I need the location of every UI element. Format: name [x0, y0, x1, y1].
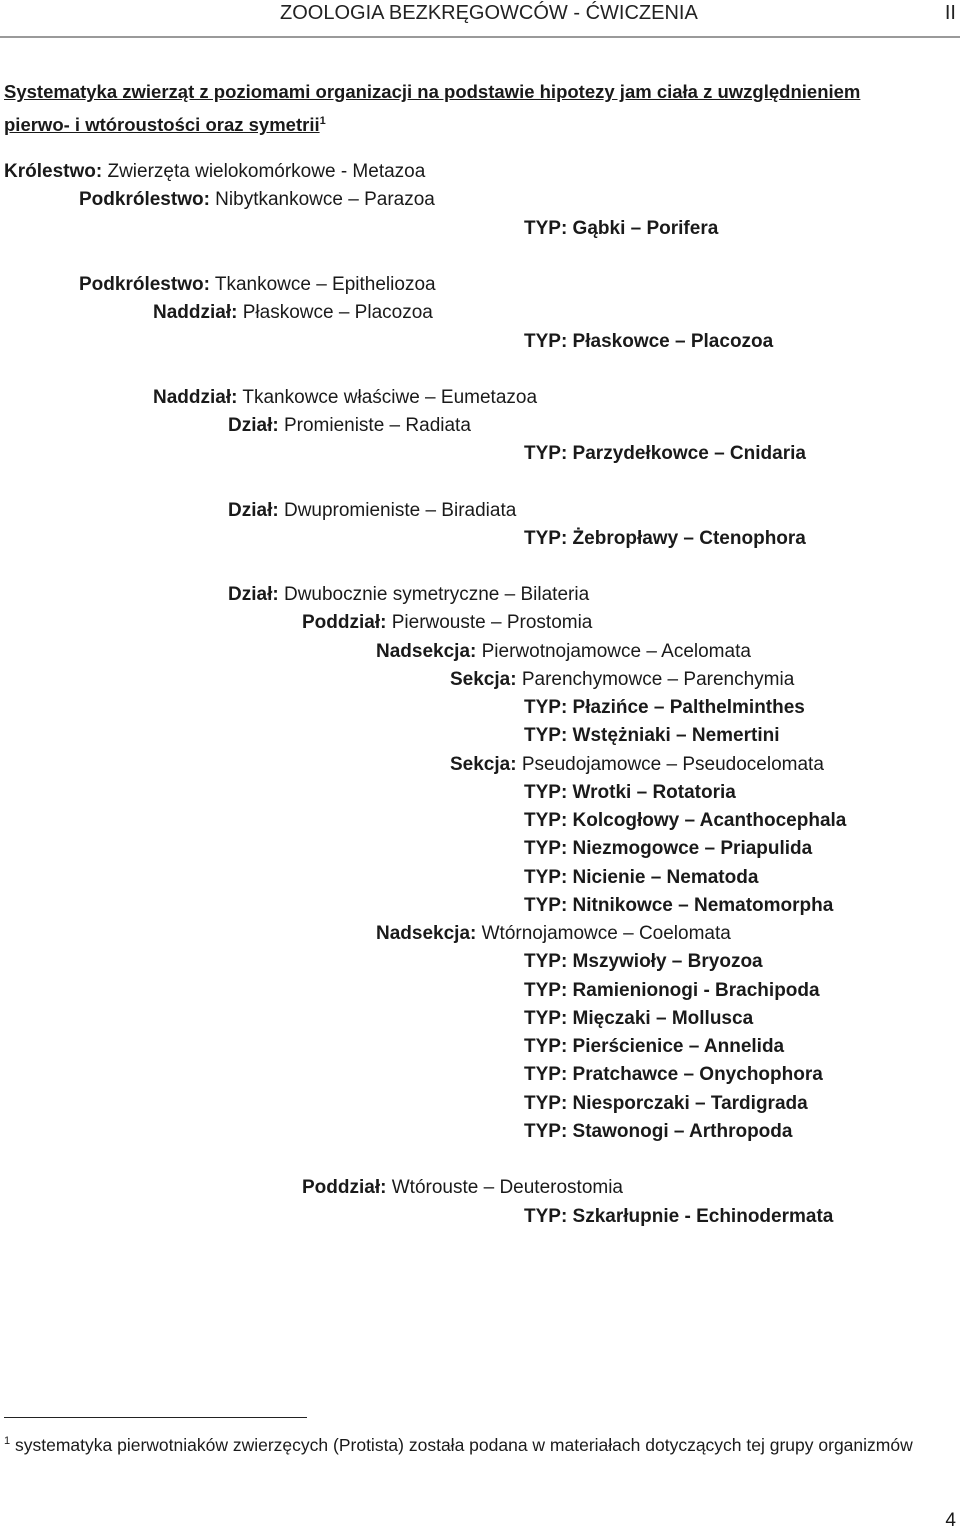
taxon-rank: Sekcja:: [450, 754, 517, 775]
taxon-rank: Naddział:: [153, 302, 238, 323]
phylum-row: TYP: Pierścienice – Annelida: [524, 1036, 785, 1057]
taxon-name: Płaskowce – Placozoa: [237, 302, 433, 323]
taxon-row: [450, 753, 824, 777]
taxon-row: [79, 188, 435, 212]
taxon-row: [302, 611, 592, 635]
phylum-row: TYP: Gąbki – Porifera: [524, 218, 719, 239]
taxon-rank: Poddział:: [302, 612, 387, 633]
taxon-name: Dwupromieniste – Biradiata: [278, 500, 517, 521]
taxon-rank: Królestwo:: [4, 161, 103, 182]
footnote-text: systematyka pierwotniaków zwierzęcych (Protista) została podana w materiałach dotyczących tej grupy organizmów: [10, 1435, 913, 1455]
phylum-row: TYP: Żebropławy – Ctenophora: [524, 528, 806, 549]
taxon-rank: Naddział:: [153, 387, 238, 408]
footnote: [4, 1430, 944, 1460]
phylum-row: TYP: Kolcogłowy – Acanthocephala: [524, 810, 847, 831]
header-title: ZOOLOGIA BEZKRĘGOWCÓW - ĆWICZENIA: [280, 2, 698, 24]
taxon-row: [228, 583, 589, 607]
phylum-row: TYP: Nitnikowce – Nematomorpha: [524, 895, 834, 916]
taxon-rank: Poddział:: [302, 1177, 387, 1198]
phylum-row: TYP: Wstężniaki – Nemertini: [524, 725, 780, 746]
phylum-row: TYP: Stawonogi – Arthropoda: [524, 1121, 793, 1142]
taxon-name: Parenchymowce – Parenchymia: [516, 669, 795, 690]
footnote-rule: [4, 1417, 307, 1418]
document-title: [4, 75, 956, 141]
taxon-rank: Podkrólestwo:: [79, 274, 210, 295]
taxon-name: Wtórnojamowce – Coelomata: [476, 923, 731, 944]
title-footnote-ref: 1: [319, 114, 326, 127]
taxon-row: [228, 414, 471, 438]
taxon-row: [376, 922, 731, 946]
phylum-row: TYP: Ramienionogi - Brachipoda: [524, 980, 820, 1001]
phylum-row: TYP: Pratchawce – Onychophora: [524, 1064, 823, 1085]
taxon-rank: Dział:: [228, 415, 279, 436]
taxon-rank: Dział:: [228, 500, 279, 521]
phylum-row: TYP: Szkarłupnie - Echinodermata: [524, 1206, 834, 1227]
taxon-name: Tkankowce właściwe – Eumetazoa: [237, 387, 538, 408]
taxon-rank: Nadsekcja:: [376, 641, 477, 662]
taxon-row: [153, 301, 433, 325]
taxon-rank: Nadsekcja:: [376, 923, 477, 944]
footnote-number: 1: [4, 1435, 11, 1448]
taxon-row: [153, 386, 537, 410]
taxon-name: Pierwouste – Prostomia: [386, 612, 593, 633]
taxon-row: [376, 640, 751, 664]
phylum-row: TYP: Mszywioły – Bryozoa: [524, 951, 763, 972]
taxon-rank: Sekcja:: [450, 669, 517, 690]
phylum-row: TYP: Płaskowce – Placozoa: [524, 331, 774, 352]
taxon-row: [4, 160, 425, 184]
header-section-number: II: [944, 2, 956, 24]
phylum-row: TYP: Nicienie – Nematoda: [524, 867, 759, 888]
taxon-name: Pseudojamowce – Pseudocelomata: [516, 754, 824, 775]
taxon-name: Promieniste – Radiata: [278, 415, 471, 436]
phylum-row: TYP: Niesporczaki – Tardigrada: [524, 1093, 808, 1114]
taxon-rank: Dział:: [228, 584, 279, 605]
taxon-name: Wtórouste – Deuterostomia: [386, 1177, 623, 1198]
taxon-row: [450, 668, 794, 692]
phylum-row: TYP: Parzydełkowce – Cnidaria: [524, 443, 806, 464]
taxon-name: Pierwotnojamowce – Acelomata: [476, 641, 751, 662]
phylum-row: TYP: Niezmogowce – Priapulida: [524, 838, 813, 859]
taxon-name: Tkankowce – Epitheliozoa: [209, 274, 436, 295]
header-rule: [0, 36, 960, 38]
title-line-1: Systematyka zwierząt z poziomami organizacji na podstawie hipotezy jam ciała z uwzględnieniem: [4, 81, 861, 102]
page-number: 4: [945, 1510, 956, 1531]
phylum-row: TYP: Wrotki – Rotatoria: [524, 782, 736, 803]
title-line-2: pierwo- i wtóroustości oraz symetrii: [4, 114, 320, 135]
taxon-row: [228, 499, 516, 523]
taxon-name: Nibytkankowce – Parazoa: [209, 189, 435, 210]
phylum-row: TYP: Mięczaki – Mollusca: [524, 1008, 754, 1029]
taxon-rank: Podkrólestwo:: [79, 189, 210, 210]
taxon-row: [79, 273, 436, 297]
taxon-row: [302, 1176, 623, 1200]
phylum-row: TYP: Płazińce – Palthelminthes: [524, 697, 805, 718]
taxon-name: Dwubocznie symetryczne – Bilateria: [278, 584, 590, 605]
page-header: [0, 0, 960, 30]
taxon-name: Zwierzęta wielokomórkowe - Metazoa: [102, 161, 426, 182]
